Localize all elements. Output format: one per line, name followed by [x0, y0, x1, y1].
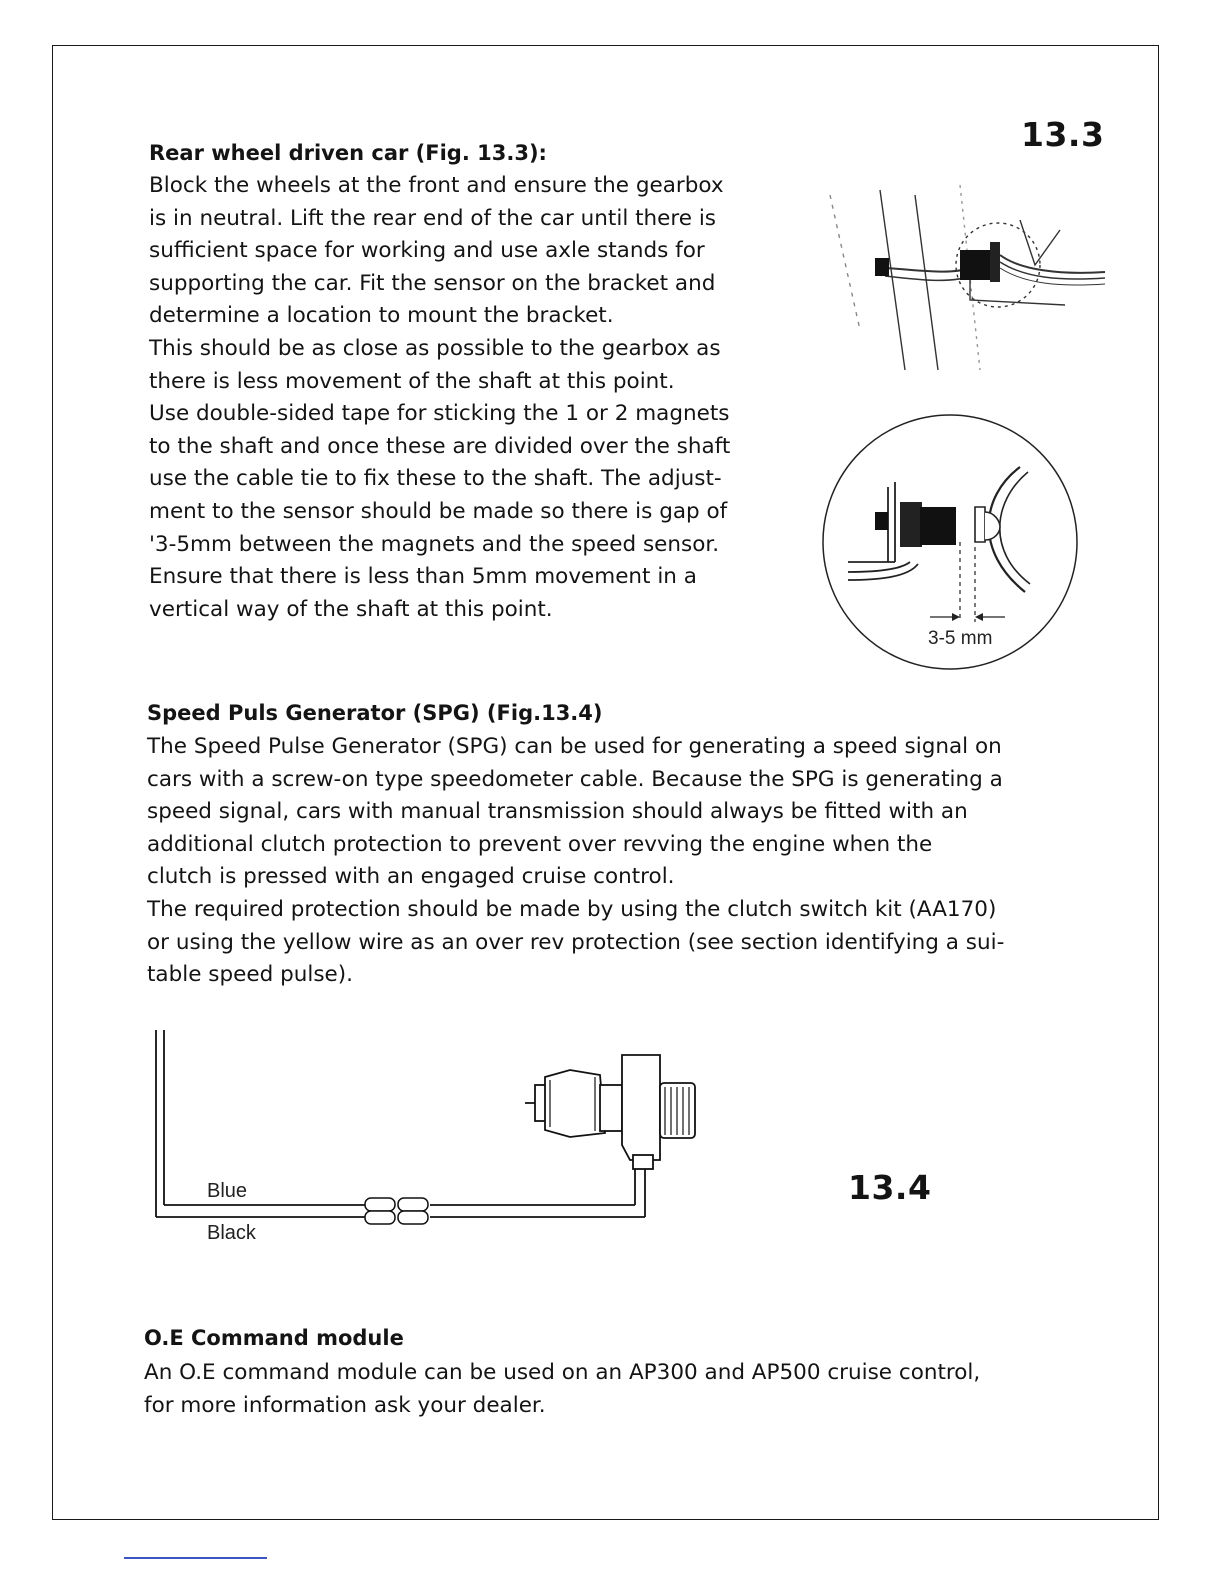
text-line: The required protection should be made by using the clutch switch kit (AA170): [147, 896, 997, 922]
text-line: for more information ask your dealer.: [144, 1392, 546, 1418]
oe-paragraph: [144, 1357, 980, 1422]
rear-wheel-paragraph: [149, 170, 730, 626]
text-line: supporting the car. Fit the sensor on the bracket and: [149, 270, 716, 296]
text-line: clutch is pressed with an engaged cruise control.: [147, 864, 675, 890]
text-line: is in neutral. Lift the rear end of the car until there is: [149, 205, 717, 231]
text-line: The Speed Pulse Generator (SPG) can be used for generating a speed signal on: [147, 734, 1002, 759]
text-line: Block the wheels at the front and ensure the gearbox: [149, 173, 724, 198]
text-line: or using the yellow wire as an over rev protection (see section identifying a sui-: [147, 929, 1005, 955]
spg-paragraph: [147, 731, 1004, 992]
text-line: Ensure that there is less than 5mm movement in a: [149, 564, 697, 590]
black-wire-label: Black: [207, 1222, 256, 1244]
sensor-gap-detail: [820, 412, 1082, 674]
text-line: An O.E command module can be used on an AP300 and AP500 cruise control,: [144, 1360, 981, 1385]
rear-wheel-heading: Rear wheel driven car (Fig. 13.3):: [149, 141, 547, 165]
figure-number-13-3: 13.3: [1021, 115, 1105, 154]
text-line: Use double-sided tape for sticking the 1 or 2 magnets: [149, 401, 730, 427]
text-line: '3-5mm between the magnets and the speed sensor.: [149, 531, 720, 557]
text-line: sufficient space for working and use axle stands for: [149, 238, 705, 264]
text-line: speed signal, cars with manual transmission should always be fitted with an: [147, 799, 968, 825]
oe-heading: O.E Command module: [144, 1326, 404, 1350]
text-line: additional clutch protection to prevent over revving the engine when the: [147, 831, 933, 857]
text-line: to the shaft and once these are divided over the shaft: [149, 433, 731, 459]
figure-number-13-4: 13.4: [848, 1168, 932, 1207]
text-line: there is less movement of the shaft at this point.: [149, 368, 675, 394]
text-line: table speed pulse).: [147, 962, 353, 988]
text-line: ment to the sensor should be made so there is gap of: [149, 498, 728, 524]
text-line: cars with a screw-on type speedometer cable. Because the SPG is generating a: [147, 766, 1003, 792]
connector-group: [365, 1198, 428, 1224]
text-line: determine a location to mount the bracket.: [149, 303, 614, 329]
gap-label: 3-5 mm: [928, 628, 993, 649]
shaft-sensor-sketch: [820, 180, 1120, 380]
text-line: vertical way of the shaft at this point.: [149, 596, 553, 622]
text-line: This should be as close as possible to the gearbox as: [149, 335, 721, 361]
spg-heading: Speed Puls Generator (SPG) (Fig.13.4): [147, 701, 603, 725]
spg-wiring-diagram: [140, 1025, 740, 1255]
blue-wire-label: Blue: [207, 1180, 248, 1202]
footer-rule: [124, 1557, 267, 1559]
text-line: use the cable tie to fix these to the shaft. The adjust-: [149, 466, 722, 492]
